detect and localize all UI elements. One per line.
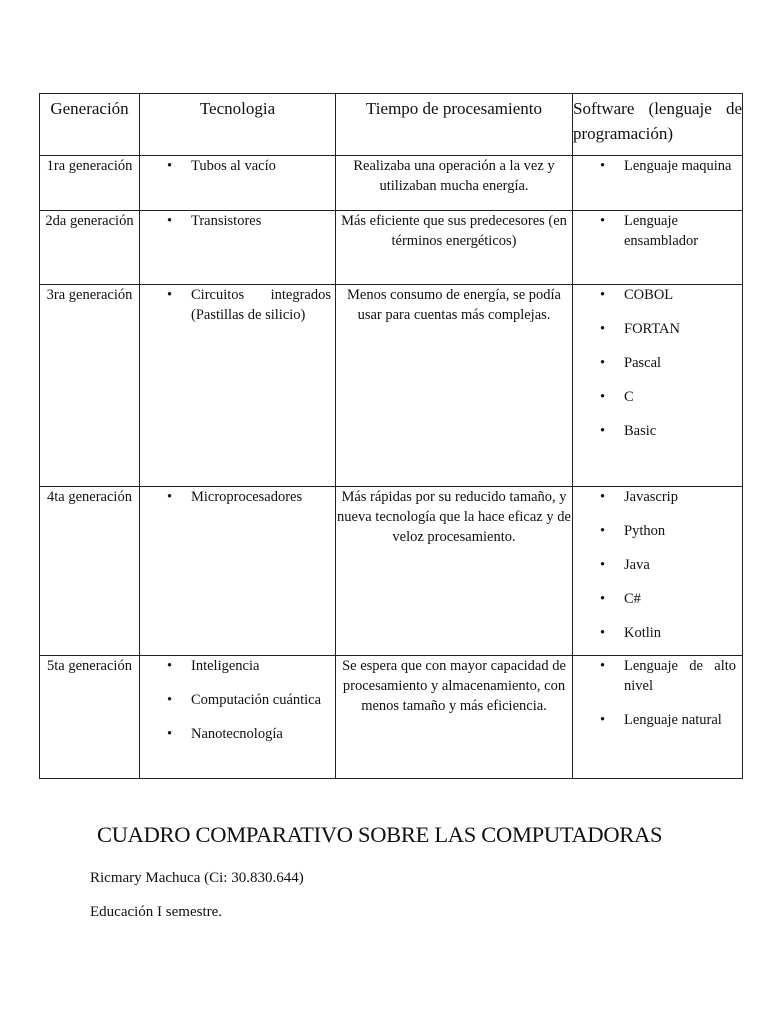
cell-tiempo: Menos consumo de energía, se podía usar para cuentas más complejas. [336, 285, 573, 487]
cell-generacion: 5ta generación [40, 656, 140, 779]
software-list [573, 656, 742, 730]
bullet-icon: • [600, 625, 606, 641]
list-item: • Pascal [600, 355, 662, 371]
tecnologia-list [140, 285, 335, 325]
list-item: • Microprocesadores [167, 489, 303, 505]
cell-software [573, 285, 743, 487]
list-item: • FORTAN [600, 321, 680, 337]
bullet-icon: • [167, 692, 173, 708]
cell-software [573, 211, 743, 285]
list-item: • Nanotecnología [167, 726, 283, 742]
bullet-icon: • [600, 712, 606, 728]
cell-tecnologia [140, 156, 336, 211]
header-tecnologia: Tecnologia [140, 94, 336, 156]
table-row [40, 487, 743, 656]
cell-generacion: 4ta generación [40, 487, 140, 656]
cell-tiempo: Más rápidas por su reducido tamaño, y nueva tecnología que la hace eficaz y de veloz procesamiento. [336, 487, 573, 656]
bullet-icon: • [600, 423, 606, 439]
cell-software [573, 487, 743, 656]
software-list [573, 487, 742, 643]
list-item: • Basic [600, 423, 657, 439]
bullet-icon: • [600, 389, 606, 405]
list-item: • Inteligencia [167, 658, 260, 674]
bullet-icon: • [600, 158, 606, 174]
cell-software [573, 656, 743, 779]
bullet-icon: • [600, 658, 606, 674]
bullet-icon: • [600, 287, 606, 303]
list-item: • Kotlin [600, 625, 662, 641]
list-item: • Lenguaje de alto nivel [600, 658, 736, 694]
list-item: • C [600, 389, 634, 405]
table-row [40, 156, 743, 211]
cell-tiempo: Se espera que con mayor capacidad de procesamiento y almacenamiento, con menos tamaño y más eficiencia. [336, 656, 573, 779]
list-item: • Javascrip [600, 489, 678, 505]
bullet-icon: • [167, 489, 173, 505]
tecnologia-list [140, 656, 335, 744]
list-item: • Circuitos integrados (Pastillas de silicio) [167, 287, 331, 323]
cell-tecnologia [140, 211, 336, 285]
list-item: • Lenguaje natural [600, 712, 722, 728]
cell-tiempo: Realizaba una operación a la vez y utilizaban mucha energía. [336, 156, 573, 211]
list-item: • COBOL [600, 287, 674, 303]
cell-software [573, 156, 743, 211]
tecnologia-list [140, 211, 335, 231]
header-software: Software (lenguaje de programación) [573, 94, 743, 156]
bullet-icon: • [600, 321, 606, 337]
list-item: • Lenguaje maquina [600, 158, 732, 174]
bullet-icon: • [600, 557, 606, 573]
header-tiempo: Tiempo de procesamiento [336, 94, 573, 156]
cell-tecnologia [140, 656, 336, 779]
header-generacion: Generación [40, 94, 140, 156]
software-list [573, 156, 742, 176]
bullet-icon: • [167, 658, 173, 674]
list-item: • Python [600, 523, 666, 539]
cell-generacion: 2da generación [40, 211, 140, 285]
list-item: • Transistores [167, 213, 262, 229]
table-row [40, 656, 743, 779]
software-list [573, 285, 742, 441]
list-item: • Tubos al vacío [167, 158, 276, 174]
header-row [40, 94, 743, 156]
author-line: Ricmary Machuca (Ci: 30.830.644) [90, 870, 304, 886]
course-line: Educación I semestre. [90, 904, 223, 920]
bullet-icon: • [167, 287, 173, 303]
bullet-icon: • [600, 213, 606, 229]
list-item: • Java [600, 557, 650, 573]
list-item: • C# [600, 591, 641, 607]
bullet-icon: • [167, 158, 173, 174]
cell-tecnologia [140, 487, 336, 656]
list-item: • Lenguaje ensamblador [600, 213, 699, 249]
cell-tecnologia [140, 285, 336, 487]
cell-generacion: 3ra generación [40, 285, 140, 487]
bullet-icon: • [600, 591, 606, 607]
bullet-icon: • [600, 523, 606, 539]
bullet-icon: • [600, 355, 606, 371]
cell-generacion: 1ra generación [40, 156, 140, 211]
bullet-icon: • [167, 213, 173, 229]
bullet-icon: • [167, 726, 173, 742]
tecnologia-list [140, 156, 335, 176]
tecnologia-list [140, 487, 335, 507]
table-row [40, 285, 743, 487]
bullet-icon: • [600, 489, 606, 505]
cell-tiempo: Más eficiente que sus predecesores (en términos energéticos) [336, 211, 573, 285]
list-item: • Computación cuántica [167, 692, 322, 708]
table-row [40, 211, 743, 285]
document-title: CUADRO COMPARATIVO SOBRE LAS COMPUTADORAS [97, 822, 663, 847]
software-list [573, 211, 742, 251]
comparison-table [39, 93, 743, 779]
